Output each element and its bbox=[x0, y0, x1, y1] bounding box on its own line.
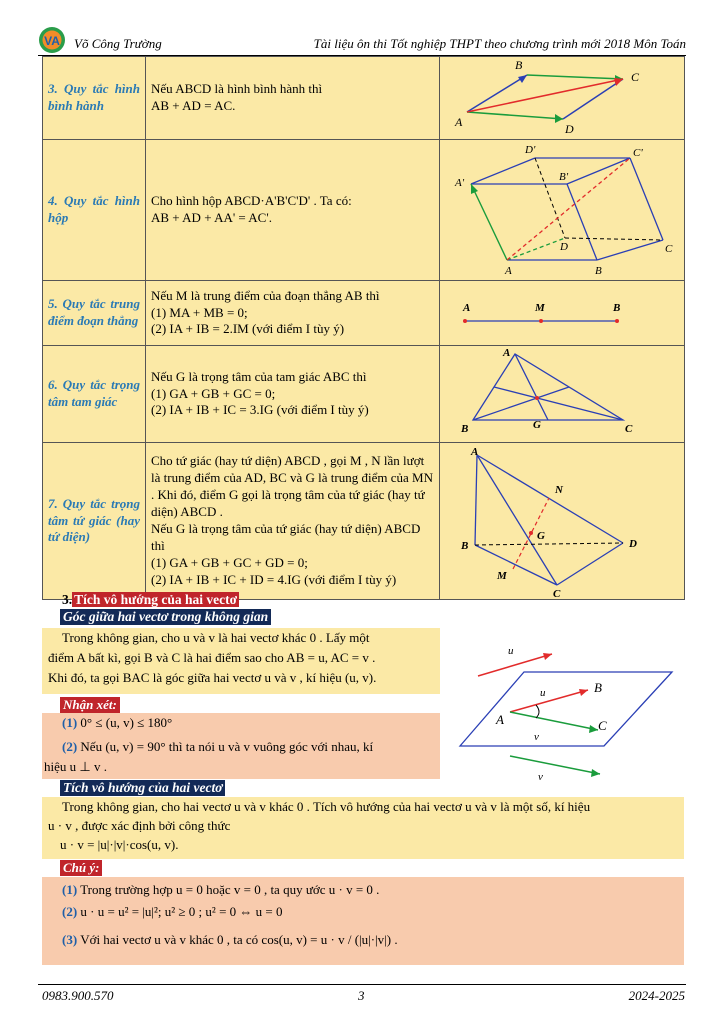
point-label: G bbox=[533, 419, 541, 431]
rule-line: Nếu G là trọng tâm của tam giác ABC thì bbox=[151, 368, 367, 384]
note-box bbox=[42, 877, 684, 965]
tetrahedron-figure bbox=[445, 445, 690, 597]
vector-label: u bbox=[508, 645, 514, 657]
logo-icon bbox=[38, 26, 66, 54]
point-label: C bbox=[631, 70, 640, 84]
dot-product-formula: u · v = |u|·|v|·cos(u, v). bbox=[60, 837, 179, 852]
rule-formula: (1) GA + GB + GC = 0; bbox=[151, 385, 276, 401]
vector-label: u bbox=[540, 687, 546, 699]
point-label: M bbox=[497, 570, 507, 582]
remark-line: (2) Nếu (u, v) = 90° thì ta nói u và v vuông góc với nhau, kí bbox=[62, 739, 374, 754]
section-title bbox=[62, 592, 239, 608]
point-label: D bbox=[629, 538, 637, 550]
midpoint-figure bbox=[445, 283, 690, 343]
footer-divider bbox=[38, 984, 686, 985]
body-line: Khi đó, ta gọi BAC là góc giữa hai vectơ u và v , kí hiệu (u, v). bbox=[48, 670, 377, 685]
vector-label: v bbox=[538, 771, 543, 782]
body-line: Trong không gian, cho u và v là hai vectơ khác 0 . Lấy một bbox=[62, 630, 370, 645]
dot-product-definition-box bbox=[42, 797, 684, 859]
point-label: A bbox=[463, 302, 471, 314]
remark-line: hiệu u ⊥ v . bbox=[44, 759, 107, 774]
footer-page-number: 3 bbox=[358, 988, 365, 1003]
point-label: A bbox=[496, 712, 504, 727]
rule-figure bbox=[440, 346, 685, 443]
point-label: B bbox=[613, 302, 621, 314]
point-label: A bbox=[455, 115, 463, 129]
point-label: N bbox=[555, 484, 563, 496]
point-label: C bbox=[665, 243, 673, 255]
remark-label: Nhận xét: bbox=[60, 697, 120, 713]
rule-row-parallelogram bbox=[43, 57, 685, 140]
triangle-centroid-figure bbox=[445, 348, 690, 440]
rule-content bbox=[146, 57, 440, 140]
section-number: 3. bbox=[62, 592, 73, 607]
rule-content bbox=[146, 346, 440, 443]
point-label: C' bbox=[633, 147, 643, 159]
vector-label: v bbox=[534, 731, 539, 743]
rule-line: Cho hình hộp ABCD·A'B'C'D' . Ta có: bbox=[151, 193, 352, 209]
angle-subtitle: Góc giữa hai vectơ trong không gian bbox=[60, 609, 271, 625]
point-label: D' bbox=[525, 144, 536, 156]
remark-line: (1) 0° ≤ (u, v) ≤ 180° bbox=[62, 715, 173, 730]
page-header bbox=[38, 26, 686, 54]
rule-name: 5. Quy tắc trung điểm đoạn thẳng bbox=[43, 281, 146, 346]
angle-definition-box bbox=[42, 628, 440, 694]
point-label: A bbox=[503, 348, 511, 359]
point-label: A bbox=[505, 265, 512, 277]
point-label: A bbox=[471, 446, 479, 458]
note-line: (2) u · u = u² = |u|²; u² ≥ 0 ; u² = 0 ⇔ u = 0 bbox=[62, 904, 283, 919]
point-label: B' bbox=[559, 171, 569, 183]
rule-name: 3. Quy tắc hình bình hành bbox=[43, 57, 146, 140]
body-line: điểm A bất kì, gọi B và C là hai điểm sao cho AB = u, AC = v . bbox=[48, 650, 376, 665]
vector-rules-table bbox=[42, 56, 685, 600]
rule-figure bbox=[440, 281, 685, 346]
body-line: Trong không gian, cho hai vectơ u và v khác 0 . Tích vô hướng của hai vectơ u và v là một số, kí hiệu bbox=[62, 799, 591, 814]
rule-row-tetrahedron-centroid bbox=[43, 443, 685, 600]
point-label: G bbox=[537, 530, 545, 542]
rule-name: 6. Quy tắc trọng tâm tam giác bbox=[43, 346, 146, 443]
rule-name: 7. Quy tắc trọng tâm tứ giác (hay tứ diện) bbox=[43, 443, 146, 600]
rule-figure bbox=[440, 443, 685, 600]
point-label: B bbox=[594, 680, 602, 695]
rule-line: Nếu ABCD là hình bình hành thì bbox=[151, 81, 323, 97]
rule-line: Nếu M là trung điểm của đoạn thẳng AB thì bbox=[151, 287, 380, 303]
rule-formula: (2) IA + IB + IC + ID = 4.IG (với điểm I tùy ý) bbox=[151, 571, 397, 587]
body-line: u · v , được xác định bởi công thức bbox=[48, 818, 231, 833]
point-label: B bbox=[515, 59, 523, 72]
rule-formula: (2) IA + IB = 2.IM (với điểm I tùy ý) bbox=[151, 321, 345, 337]
rule-row-triangle-centroid bbox=[43, 346, 685, 443]
rule-line: Cho tứ giác (hay tứ diện) ABCD , gọi M , N lần lượt là trung điểm của AD, BC và G là trung điểm của MN . Khi đó, điểm G gọi là trọng tâm của tứ giác (hay tứ diện) ABCD . bbox=[151, 453, 433, 520]
logo-text: VA bbox=[44, 34, 60, 48]
rule-row-parallelepiped bbox=[43, 140, 685, 281]
rule-figure bbox=[440, 57, 685, 140]
rule-formula: AB + AD = AC. bbox=[151, 98, 236, 113]
note-label: Chú ý: bbox=[60, 860, 102, 876]
rule-formula: (1) MA + MB = 0; bbox=[151, 304, 248, 320]
point-label: C bbox=[598, 718, 607, 733]
point-label: B bbox=[595, 265, 602, 277]
footer-year: 2024-2025 bbox=[628, 988, 685, 1003]
parallelogram-figure bbox=[445, 59, 690, 137]
point-label: D bbox=[560, 241, 568, 253]
point-label: C bbox=[625, 423, 633, 435]
vector-angle-figure bbox=[452, 632, 682, 782]
section-title-text: Tích vô hướng của hai vectơ bbox=[74, 592, 238, 607]
rule-content bbox=[146, 140, 440, 281]
rule-row-midpoint bbox=[43, 281, 685, 346]
rule-formula: AB + AD + AA' = AC'. bbox=[151, 210, 272, 225]
point-label: A' bbox=[455, 177, 465, 189]
rule-line: Nếu G là trọng tâm của tứ giác (hay tứ diện) ABCD thì bbox=[151, 521, 421, 553]
point-label: M bbox=[535, 302, 545, 314]
remark-box bbox=[42, 713, 440, 779]
note-line: (3) Với hai vectơ u và v khác 0 , ta có cos(u, v) = u · v / (|u|·|v|) . bbox=[62, 932, 398, 947]
header-author: Võ Công Trường bbox=[74, 36, 162, 51]
rule-formula: (1) GA + GB + GC + GD = 0; bbox=[151, 554, 308, 570]
point-label: B bbox=[461, 540, 469, 552]
rule-figure bbox=[440, 140, 685, 281]
point-label: B bbox=[461, 423, 469, 435]
header-document-title: Tài liệu ôn thi Tốt nghiệp THPT theo chương trình mới 2018 Môn Toán bbox=[313, 36, 686, 51]
footer-phone: 0983.900.570 bbox=[42, 988, 114, 1003]
dot-product-subtitle: Tích vô hướng của hai vectơ bbox=[60, 780, 225, 796]
note-line: (1) Trong trường hợp u = 0 hoặc v = 0 , ta quy ước u · v = 0 . bbox=[62, 882, 380, 897]
rule-name: 4. Quy tắc hình hộp bbox=[43, 140, 146, 281]
point-label: D bbox=[565, 122, 574, 136]
rule-content bbox=[146, 281, 440, 346]
rule-content bbox=[146, 443, 440, 600]
point-label: C bbox=[553, 588, 561, 597]
parallelepiped-figure bbox=[445, 142, 690, 278]
rule-formula: (2) IA + IB + IC = 3.IG (với điểm I tùy ý) bbox=[151, 402, 369, 418]
